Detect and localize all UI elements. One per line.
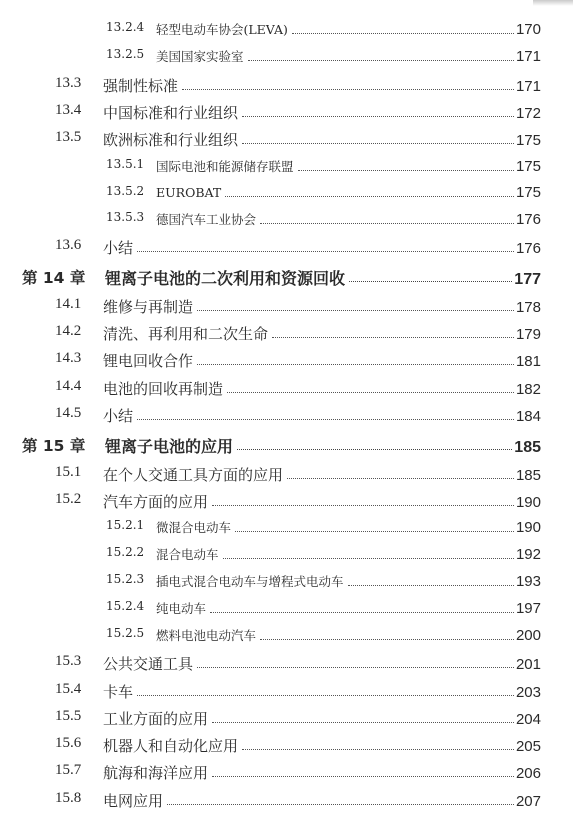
toc-entry-title-line bbox=[103, 491, 541, 512]
toc-entry-page-number: 179 bbox=[515, 326, 541, 343]
toc-entry-title-line bbox=[156, 518, 541, 536]
dot-leader bbox=[227, 392, 514, 393]
toc-entry-number: 15.7 bbox=[55, 762, 82, 778]
toc-entry-page-number: 178 bbox=[515, 299, 541, 316]
toc-entry-title: 微混合电动车 bbox=[156, 520, 232, 535]
toc-entry-number: 15.2.5 bbox=[106, 626, 145, 640]
toc-entry-page-number: 175 bbox=[515, 158, 541, 175]
toc-entry-number: 15.8 bbox=[55, 790, 82, 806]
toc-entry-title: 混合电动车 bbox=[156, 547, 219, 562]
toc-entry-number: 15.2.3 bbox=[106, 572, 145, 586]
dot-leader bbox=[225, 196, 514, 197]
toc-section-row[interactable] bbox=[0, 296, 573, 322]
toc-entry-title: 纯电动车 bbox=[156, 601, 207, 616]
dot-leader bbox=[242, 143, 514, 144]
toc-entry-number: 13.5.2 bbox=[106, 184, 145, 198]
toc-section-row[interactable] bbox=[0, 102, 573, 128]
toc-entry-title-line bbox=[103, 405, 541, 426]
dot-leader bbox=[242, 116, 514, 117]
toc-section-row[interactable] bbox=[0, 735, 573, 761]
toc-entry-page-number: 172 bbox=[515, 105, 541, 122]
toc-entry-page-number: 190 bbox=[515, 519, 541, 536]
toc-entry-title: 电池的回收再制造 bbox=[103, 380, 224, 398]
toc-entry-title-line bbox=[105, 266, 541, 289]
toc-entry-title: 美国国家实验室 bbox=[156, 49, 244, 64]
toc-entry-title: 卡车 bbox=[103, 683, 134, 701]
dot-leader bbox=[137, 251, 514, 252]
dot-leader bbox=[298, 170, 514, 171]
toc-entry-page-number: 190 bbox=[515, 494, 541, 511]
toc-entry-number: 13.2.5 bbox=[106, 47, 145, 61]
toc-entry-page-number: 171 bbox=[515, 78, 541, 95]
toc-subsection-row[interactable] bbox=[0, 20, 573, 46]
dot-leader bbox=[248, 60, 514, 61]
toc-entry-title: EUROBAT bbox=[156, 185, 222, 200]
toc-entry-number: 15.2.2 bbox=[106, 545, 145, 559]
toc-entry-title-line bbox=[103, 464, 541, 485]
toc-entry-page-number: 204 bbox=[515, 711, 541, 728]
toc-entry-number: 15.4 bbox=[55, 681, 82, 697]
toc-entry-title-line bbox=[156, 599, 541, 617]
toc-entry-number: 第 15 章 bbox=[22, 437, 86, 455]
toc-entry-title: 中国标准和行业组织 bbox=[103, 104, 239, 122]
dot-leader bbox=[348, 585, 514, 586]
toc-entry-page-number: 181 bbox=[515, 353, 541, 370]
toc-entry-title-line bbox=[103, 708, 541, 729]
toc-entry-page-number: 175 bbox=[515, 132, 541, 149]
dot-leader bbox=[212, 722, 514, 723]
toc-entry-page-number: 192 bbox=[515, 546, 541, 563]
toc-entry-title-line bbox=[156, 210, 541, 228]
toc-entry-number: 13.3 bbox=[55, 75, 82, 91]
toc-entry-page-number: 201 bbox=[515, 656, 541, 673]
dot-leader bbox=[260, 223, 514, 224]
toc-entry-title-line bbox=[156, 626, 541, 644]
toc-entry-number: 13.5 bbox=[55, 129, 82, 145]
dot-leader bbox=[260, 639, 514, 640]
toc-entry-title: 锂离子电池的二次利用和资源回收 bbox=[105, 269, 346, 288]
toc-section-row[interactable] bbox=[0, 75, 573, 101]
toc-chapter-row[interactable] bbox=[0, 266, 573, 296]
toc-entry-number: 15.2.4 bbox=[106, 599, 145, 613]
toc-entry-title: 工业方面的应用 bbox=[103, 710, 209, 728]
dot-leader bbox=[210, 612, 514, 613]
toc-entry-title: 燃料电池电动汽车 bbox=[156, 628, 257, 643]
toc-entry-title: 锂离子电池的应用 bbox=[105, 437, 234, 456]
dot-leader bbox=[182, 89, 514, 90]
dot-leader bbox=[272, 337, 514, 338]
toc-entry-number: 14.1 bbox=[55, 296, 82, 312]
toc-section-row[interactable] bbox=[0, 237, 573, 263]
dot-leader bbox=[242, 749, 514, 750]
dot-leader bbox=[197, 310, 514, 311]
dot-leader bbox=[237, 449, 512, 450]
toc-section-row[interactable] bbox=[0, 681, 573, 707]
toc-entry-title: 航海和海洋应用 bbox=[103, 764, 209, 782]
toc-entry-page-number: 197 bbox=[515, 600, 541, 617]
toc-entry-number: 13.5.1 bbox=[106, 157, 145, 171]
dot-leader bbox=[197, 364, 514, 365]
toc-subsection-row[interactable] bbox=[0, 626, 573, 652]
toc-entry-title: 电网应用 bbox=[103, 792, 164, 810]
toc-entry-title: 汽车方面的应用 bbox=[103, 493, 209, 511]
toc-section-row[interactable] bbox=[0, 491, 573, 517]
toc-subsection-row[interactable] bbox=[0, 184, 573, 210]
dot-leader bbox=[137, 695, 514, 696]
toc-entry-title: 公共交通工具 bbox=[103, 655, 194, 673]
toc-entry-title-line bbox=[103, 350, 541, 371]
toc-entry-number: 14.3 bbox=[55, 350, 82, 366]
toc-subsection-row[interactable] bbox=[0, 210, 573, 236]
toc-entry-number: 13.6 bbox=[55, 237, 82, 253]
toc-subsection-row[interactable] bbox=[0, 599, 573, 625]
toc-section-row[interactable] bbox=[0, 129, 573, 155]
toc-entry-page-number: 185 bbox=[515, 467, 541, 484]
toc-entry-title-line bbox=[156, 157, 541, 175]
toc-subsection-row[interactable] bbox=[0, 572, 573, 598]
toc-entry-title-line bbox=[103, 237, 541, 258]
toc-entry-title: 德国汽车工业协会 bbox=[156, 212, 257, 227]
toc-entry-number: 13.5.3 bbox=[106, 210, 145, 224]
toc-section-row[interactable] bbox=[0, 378, 573, 404]
toc-entry-title: 小结 bbox=[103, 407, 134, 425]
toc-subsection-row[interactable] bbox=[0, 518, 573, 544]
toc-entry-page-number: 207 bbox=[515, 793, 541, 810]
toc-section-row[interactable] bbox=[0, 405, 573, 431]
toc-entry-title-line bbox=[103, 296, 541, 317]
toc-entry-number: 13.2.4 bbox=[106, 20, 145, 34]
toc-entry-title: 锂电回收合作 bbox=[103, 352, 194, 370]
dot-leader bbox=[212, 776, 514, 777]
toc-entry-title: 国际电池和能源储存联盟 bbox=[156, 159, 294, 174]
toc-entry-number: 14.4 bbox=[55, 378, 82, 394]
dot-leader bbox=[223, 558, 514, 559]
toc-entry-page-number: 193 bbox=[515, 573, 541, 590]
toc-entry-title: 在个人交通工具方面的应用 bbox=[103, 466, 284, 484]
toc-entry-page-number: 185 bbox=[514, 439, 541, 456]
toc-section-row[interactable] bbox=[0, 464, 573, 490]
toc-entry-page-number: 182 bbox=[515, 381, 541, 398]
toc-entry-title: 机器人和自动化应用 bbox=[103, 737, 239, 755]
toc-section-row[interactable] bbox=[0, 708, 573, 734]
toc-entry-page-number: 176 bbox=[515, 211, 541, 228]
toc-section-row[interactable] bbox=[0, 323, 573, 349]
toc-entry-number: 15.2.1 bbox=[106, 518, 145, 532]
dot-leader bbox=[212, 505, 514, 506]
dot-leader bbox=[167, 804, 514, 805]
toc-entry-page-number: 176 bbox=[515, 240, 541, 257]
toc-entry-title-line bbox=[156, 47, 541, 65]
toc-subsection-row[interactable] bbox=[0, 545, 573, 571]
toc-entry-title-line bbox=[156, 184, 541, 201]
dot-leader bbox=[197, 667, 514, 668]
toc-subsection-row[interactable] bbox=[0, 47, 573, 73]
toc-entry-number: 第 14 章 bbox=[22, 269, 86, 287]
toc-entry-page-number: 175 bbox=[515, 184, 541, 201]
toc-entry-title: 小结 bbox=[103, 239, 134, 257]
toc-entry-number: 14.2 bbox=[55, 323, 82, 339]
toc-entry-page-number: 206 bbox=[515, 765, 541, 782]
toc-entry-title-line bbox=[103, 735, 541, 756]
toc-entry-title: 清洗、再利用和二次生命 bbox=[103, 325, 269, 343]
dot-leader bbox=[292, 33, 514, 34]
toc-entry-number: 15.6 bbox=[55, 735, 82, 751]
toc-entry-title-line bbox=[105, 434, 541, 457]
toc-entry-title-line bbox=[103, 323, 541, 344]
toc-entry-page-number: 205 bbox=[515, 738, 541, 755]
toc-section-row[interactable] bbox=[0, 653, 573, 679]
toc-entry-page-number: 171 bbox=[515, 48, 541, 65]
toc-entry-title-line bbox=[103, 129, 541, 150]
toc-entry-title-line bbox=[103, 790, 541, 811]
toc-entry-title-line bbox=[156, 545, 541, 563]
toc-entry-title: 强制性标准 bbox=[103, 77, 179, 95]
toc-entry-page-number: 184 bbox=[515, 408, 541, 425]
toc-entry-title-line bbox=[103, 102, 541, 123]
toc-entry-page-number: 170 bbox=[515, 21, 541, 38]
toc-entry-number: 15.5 bbox=[55, 708, 82, 724]
toc-entry-title: 插电式混合电动车与增程式电动车 bbox=[156, 574, 344, 589]
toc-entry-title: 维修与再制造 bbox=[103, 298, 194, 316]
toc-entry-page-number: 200 bbox=[515, 627, 541, 644]
toc-entry-title: 轻型电动车协会(LEVA) bbox=[156, 22, 288, 37]
toc-entry-number: 15.3 bbox=[55, 653, 82, 669]
toc-entry-title: 欧洲标准和行业组织 bbox=[103, 131, 239, 149]
toc-entry-number: 15.2 bbox=[55, 491, 82, 507]
toc-entry-title-line bbox=[103, 762, 541, 783]
toc-entry-title-line bbox=[156, 572, 541, 590]
toc-section-row[interactable] bbox=[0, 762, 573, 788]
dot-leader bbox=[235, 531, 514, 532]
toc-entry-title-line bbox=[103, 653, 541, 674]
toc-entry-number: 13.4 bbox=[55, 102, 82, 118]
dot-leader bbox=[349, 281, 512, 282]
toc-entry-title-line bbox=[156, 20, 541, 38]
toc-chapter-row[interactable] bbox=[0, 434, 573, 464]
toc-entry-page-number: 177 bbox=[514, 271, 541, 288]
toc-entry-title-line bbox=[103, 75, 541, 96]
toc-entry-number: 14.5 bbox=[55, 405, 82, 421]
dot-leader bbox=[137, 419, 514, 420]
toc-entry-page-number: 203 bbox=[515, 684, 541, 701]
toc-entry-title-line bbox=[103, 378, 541, 399]
dot-leader bbox=[287, 478, 514, 479]
toc-entry-title-line bbox=[103, 681, 541, 702]
toc-subsection-row[interactable] bbox=[0, 157, 573, 183]
toc-section-row[interactable] bbox=[0, 350, 573, 376]
toc-section-row[interactable] bbox=[0, 790, 573, 816]
toc-entry-number: 15.1 bbox=[55, 464, 82, 480]
